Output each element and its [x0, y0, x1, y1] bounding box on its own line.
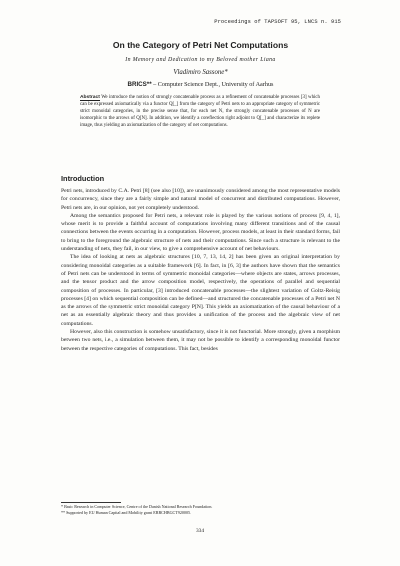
paper-title: On the Category of Petri Net Computations	[112, 40, 289, 50]
paragraph: Among the semantics proposed for Petri nets, a relevant role is played by the various notions of process [9, 4, 1], whose merit is to provide a faithful account of computations involving many different transitions and of the causal connections between the events occurring in a computation. However, process models, at least in their standard forms, fail to bring to the foreground the algebraic structure of nets and their computations. Since such a structure is relevant to the understanding of nets, they fail, in our view, to give a comprehensive account of net behaviours.	[61, 212, 340, 253]
affiliation	[61, 81, 340, 88]
abstract-heading: Abstract	[80, 95, 100, 100]
dedication: In Memory and Dedication to my Beloved mother Liana	[125, 57, 276, 63]
footnotes	[61, 504, 340, 516]
paragraph: However, also this construction is somehow unsatisfactory, since it is not functorial. More strongly, given a morphism between two nets, i.e., a simulation between them, it may not be possible to identify a corresponding monoidal functor between the respective categories of computations. This fact, besides	[61, 329, 340, 352]
section-heading: Introduction	[61, 174, 105, 183]
author-name: Vladimiro Sassone*	[173, 69, 228, 76]
body-text	[61, 187, 340, 353]
footnote: * Basic Research in Computer Science, Centre of the Danish National Research Foundation.	[61, 504, 213, 509]
footnote-rule	[61, 502, 121, 503]
paragraph: The idea of looking at nets as algebraic structures [10, 7, 13, 14, 2] has been given an original interpretation by considering monoidal categories as a suitable framework [6]. In fact, in [6, 3] the authors have shown that the semantics of Petri nets can be understood in terms of symmetric monoidal categories—where objects are states, arrows processes, and the tensor product and the arrow composition model, respectively, the operations of parallel and sequential composition of processes. In particular, [3] introduced concatenable processes—the slightest variation of Goltz-Reisig processes [4] on which sequential composition can be defined—and structured the concatenable processes of a Petri net N as the arrows of the symmetric strict monoidal category P[N]. This yields an axiomatization of the causal behaviour of a net as an essentially algebraic theory and thus provides a unification of the process and the algebraic view of net computations.	[61, 254, 340, 327]
abstract	[80, 95, 320, 130]
running-head: Proceedings of TAPSOFT 95, LNCS n. 915	[214, 19, 341, 25]
abstract-text: We introduce the notion of strongly concatenable process as a refinement of concatenable processes [3] which can be expressed axiomatically via a functor Q[_] from the category of Petri nets to an appropriate category of symmetric strict monoidal categories, in the precise sense that, for each net N, the strongly concatenable processes of N are isomorphic to the arrows of Q[N]. In addition, we identify a coreflection right adjoint to Q[_] and characterize its replete image, thus yielding an axiomatization of the category of net computations.	[80, 95, 320, 128]
page-number: 334	[195, 528, 205, 534]
affiliation-org: BRICS**	[127, 81, 152, 88]
paragraph: Petri nets, introduced by C.A. Petri [8] (see also [10]), are unanimously considered among the most representative models for concurrency, since they are a fairly simple and natural model of concurrent and distributed computations. However, Petri nets are, in our opinion, not yet completely understood.	[61, 188, 340, 211]
footnote: ** Supported by EU Human Capital and Mobility grant ERBCHBGCT920005.	[61, 510, 192, 516]
affiliation-rest: – Computer Science Dept., University of Aarhus	[151, 81, 274, 88]
